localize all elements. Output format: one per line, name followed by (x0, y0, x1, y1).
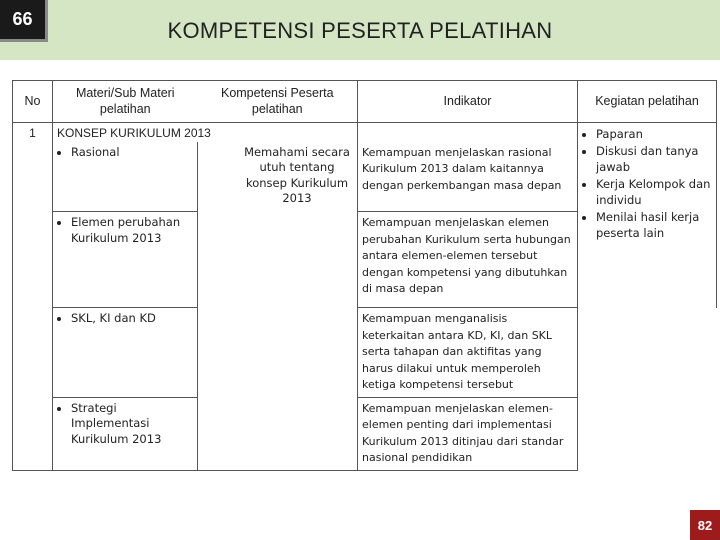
indikator-cell: Kemampuan menganalisis keterkaitan antara KD, KI, dan SKL serta tahapan dan aktifitas yang harus dilakui untuk memperoleh ketiga kompetensi tersebut (358, 308, 578, 398)
list-item: • Strategi Implementasi Kurikulum 2013 (71, 401, 193, 448)
kegiatan-list (582, 126, 712, 242)
sub-materi-cell (53, 397, 198, 470)
materi-title (53, 123, 358, 142)
slide-number: 66 (0, 0, 48, 42)
sub-materi-cell (53, 308, 198, 398)
header-indikator: Indikator (358, 81, 578, 123)
table-row (13, 308, 717, 398)
header-kegiatan: Kegiatan pelatihan (578, 81, 717, 123)
kompetensi-cell (198, 142, 358, 471)
list-item: • SKL, KI dan KD (71, 311, 193, 327)
indikator-cell: Kemampuan menjelaskan elemen perubahan Kurikulum serta hubungan antara elemen-elemen tersebut dengan kompetensi yang dibutuhkan di masa depan (358, 212, 578, 308)
list-item: • Menilai hasil kerja peserta lain (596, 209, 712, 242)
list-item: • Diskusi dan tanya jawab (596, 143, 712, 176)
list-item: • Rasional (71, 145, 193, 161)
materi-title-text: KONSEP KURIKULUM 2013 (57, 126, 211, 140)
list-item: • Elemen perubahan Kurikulum 2013 (71, 215, 193, 246)
sub-materi-cell (53, 212, 198, 308)
indikator-spacer (358, 123, 578, 142)
header-materi-kompetensi (53, 81, 358, 123)
list-item: • Paparan (596, 126, 712, 143)
header-kompetensi: Kompetensi Peserta pelatihan (220, 86, 334, 116)
header-no: No (13, 81, 53, 123)
page-number-badge: 82 (690, 510, 720, 540)
competency-table (12, 80, 717, 471)
sub-materi-cell (53, 142, 198, 212)
table-header-row (13, 81, 717, 123)
indikator-cell: Kemampuan menjelaskan elemen-elemen penting dari implementasi Kurikulum 2013 ditinjau dari standar nasional pendidikan (358, 397, 578, 470)
row-number: 1 (13, 123, 53, 471)
kegiatan-spacer (578, 308, 717, 471)
indikator-cell: Kemampuan menjelaskan rasional Kurikulum 2013 dalam kaitannya dengan perkembangan masa depan (358, 142, 578, 212)
list-item: • Kerja Kelompok dan individu (596, 176, 712, 209)
kompetensi-text: Memahami secara utuh tentang konsep Kurikulum 2013 (244, 144, 350, 205)
page-title: KOMPETENSI PESERTA PELATIHAN (167, 18, 553, 43)
kegiatan-cell (578, 123, 717, 308)
header-materi: Materi/Sub Materi pelatihan (75, 86, 175, 116)
table-row (13, 123, 717, 142)
